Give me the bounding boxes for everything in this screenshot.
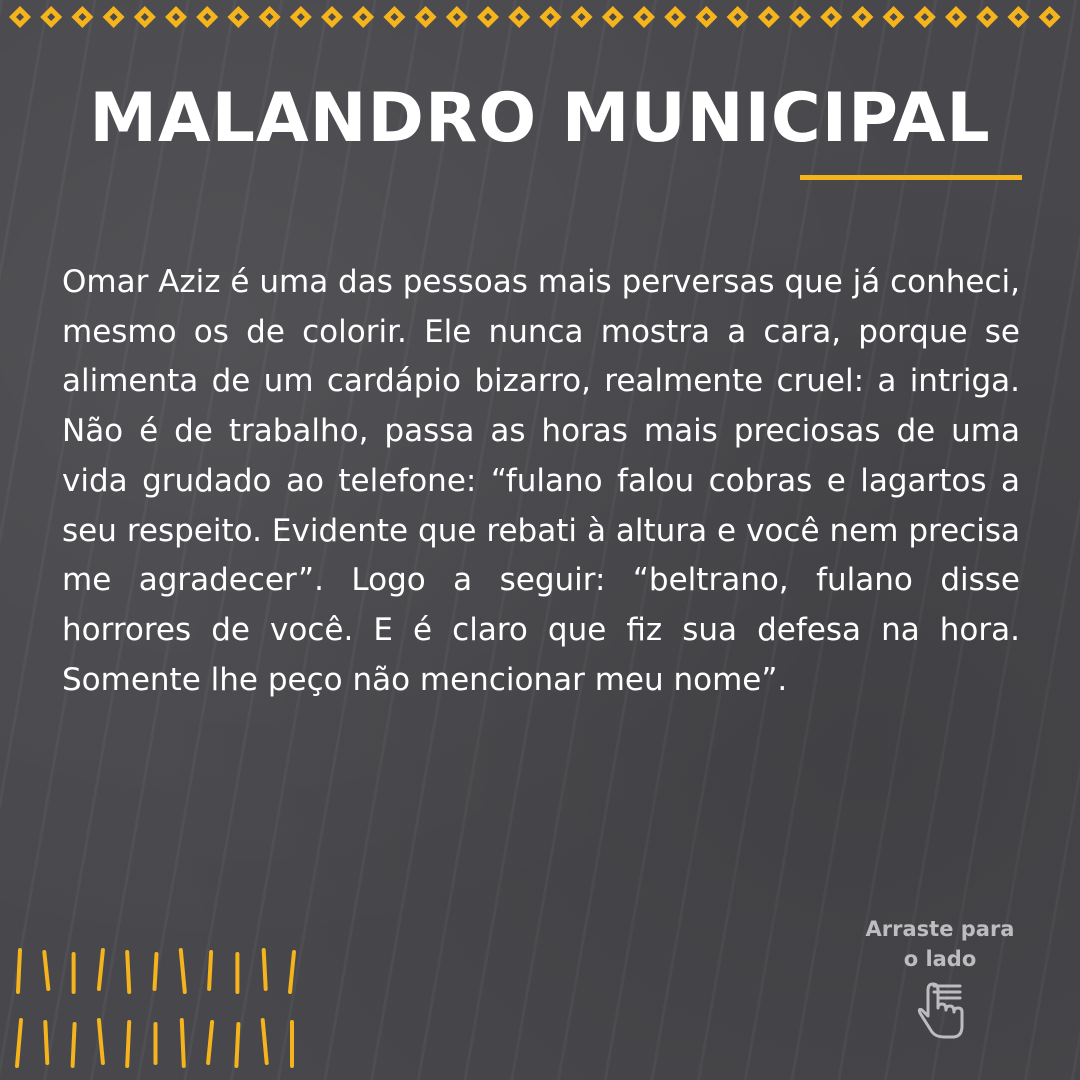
title-underline bbox=[800, 175, 1022, 180]
tally-mark bbox=[17, 1020, 21, 1066]
swipe-hint-line-1: Arraste para bbox=[865, 917, 1015, 941]
tally-mark bbox=[99, 1020, 103, 1063]
tally-mark bbox=[181, 950, 185, 992]
tally-mark bbox=[127, 1022, 129, 1066]
tally-mark bbox=[182, 1020, 184, 1066]
tally-mark bbox=[73, 1024, 75, 1066]
tally-mark bbox=[44, 952, 48, 989]
tally-mark bbox=[264, 950, 266, 989]
tally-mark bbox=[18, 950, 20, 992]
tally-mark bbox=[209, 952, 211, 989]
tally-mark bbox=[290, 952, 294, 992]
tally-mark bbox=[127, 952, 129, 992]
swipe-hand-icon bbox=[916, 980, 970, 1040]
swipe-hint bbox=[840, 914, 1040, 974]
tally-marks-decoration bbox=[0, 930, 320, 1080]
diamond-border-decoration bbox=[0, 0, 1080, 34]
tally-mark bbox=[236, 1024, 238, 1066]
swipe-hint-line-2: o lado bbox=[903, 947, 977, 971]
tally-mark bbox=[263, 1020, 267, 1063]
tally-mark bbox=[45, 1022, 47, 1063]
body-paragraph: Omar Aziz é uma das pessoas mais perversas que já conheci, mesmo os de colorir. Ele nunca mostra a cara, porque se alimenta de um cardápio bizarro, realmente cruel: a intriga. Não é de trabalho, passa as horas mais preciosas de uma vida grudado ao telefone: “fulano falou cobras e lagartos a seu respeito. Evidente que rebati à altura e você nem precisa me agradecer”. Logo a seguir: “beltrano, fulano disse horrores de você. E é claro que fiz sua defesa na hora. Somente lhe peço não mencionar meu nome”. bbox=[62, 264, 1020, 698]
tally-mark bbox=[155, 954, 157, 989]
page-title: MALANDRO MUNICIPAL bbox=[89, 79, 991, 158]
tally-mark bbox=[208, 1022, 212, 1063]
tally-mark bbox=[99, 950, 103, 989]
